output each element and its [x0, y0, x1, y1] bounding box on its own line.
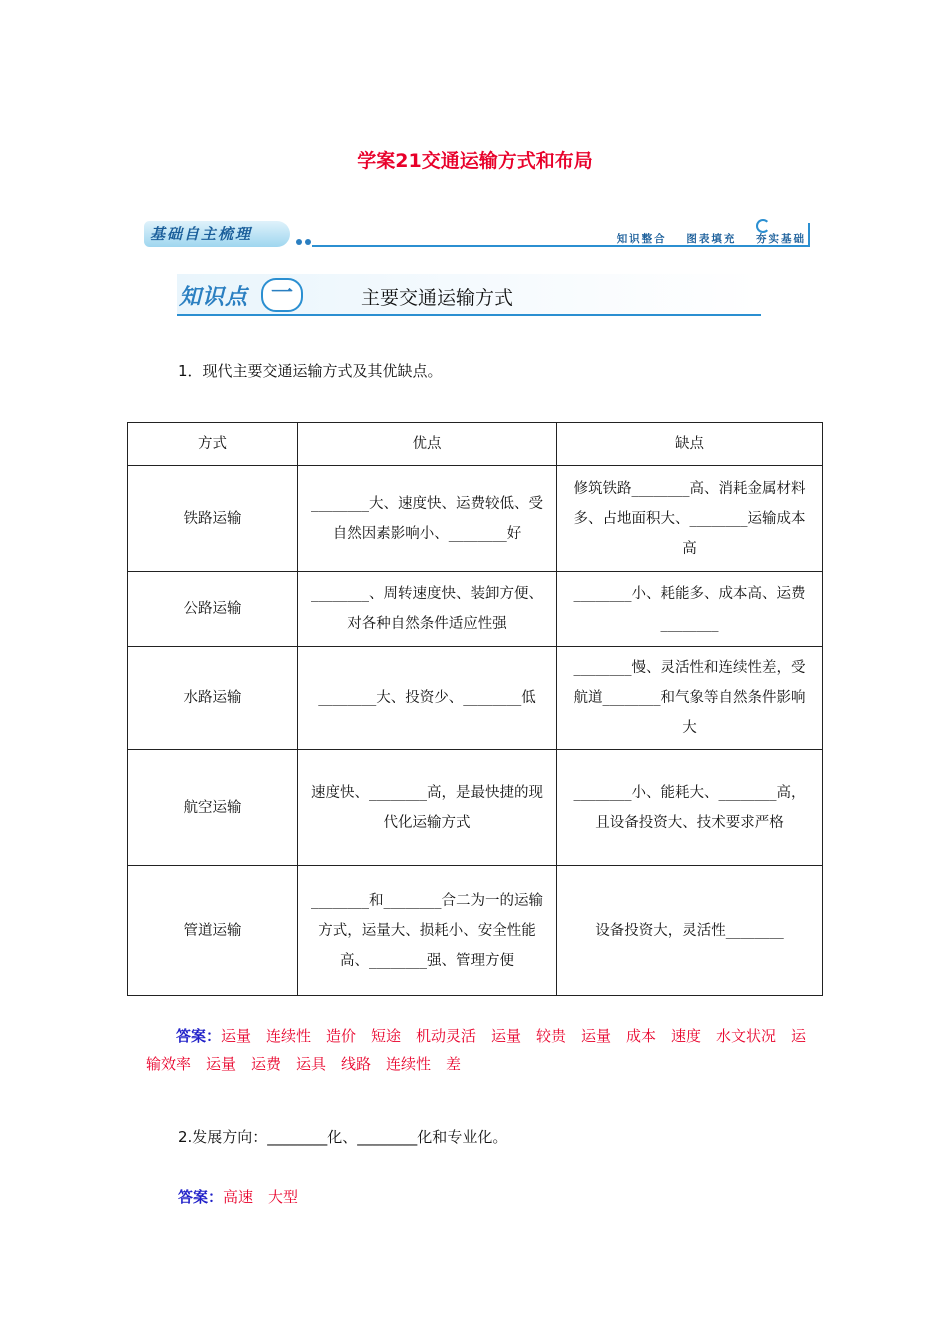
section-banner — [144, 219, 812, 249]
banner-label: 基础自主梳理 — [144, 221, 290, 247]
header-pros: 优点 — [298, 423, 557, 466]
question-2: 2.发展方向：________化、________化和专业化。 — [178, 1128, 508, 1146]
cell-cons: ________慢、灵活性和连续性差，受航道________和气象等自然条件影响大 — [557, 647, 823, 750]
answer-1 — [146, 1022, 810, 1078]
answer-text: 运量 连续性 造价 短途 机动灵活 运量 较贵 运量 成本 速度 水文状况 运输效率 运量 运费 运具 线路 连续性 差 — [146, 1027, 807, 1073]
cell-mode: 公路运输 — [128, 572, 298, 647]
banner-divider — [808, 223, 810, 247]
answer-label: 答案： — [176, 1027, 222, 1045]
question-1: 1．现代主要交通运输方式及其优缺点。 — [178, 362, 443, 380]
cell-mode: 航空运输 — [128, 750, 298, 866]
transport-table — [127, 422, 823, 996]
cell-pros: ________和________合二为一的运输方式，运量大、损耗小、安全性能高、________强、管理方便 — [298, 866, 557, 996]
cell-mode: 水路运输 — [128, 647, 298, 750]
cell-mode: 铁路运输 — [128, 466, 298, 572]
cell-cons: 设备投资大，灵活性________ — [557, 866, 823, 996]
table-row — [128, 572, 823, 647]
header-cons: 缺点 — [557, 423, 823, 466]
table-row — [128, 750, 823, 866]
cell-pros: ________大、速度快、运费较低、受自然因素影响小、________好 — [298, 466, 557, 572]
banner-tag: 图表填充 — [686, 233, 737, 245]
banner-tag: 知识整合 — [616, 233, 667, 245]
cell-cons: ________小、能耗大、________高，且设备投资大、技术要求严格 — [557, 750, 823, 866]
knowledge-point-number: 一 — [261, 278, 303, 312]
answer-text: 高速 大型 — [223, 1188, 299, 1206]
knowledge-point-title: 主要交通运输方式 — [361, 287, 514, 309]
table-row — [128, 466, 823, 572]
table-header-row — [128, 423, 823, 466]
cell-cons: 修筑铁路________高、消耗金属材料多、占地面积大、________运输成本高 — [557, 466, 823, 572]
table-row — [128, 866, 823, 996]
cell-pros: ________、周转速度快、装卸方便、对各种自然条件适应性强 — [298, 572, 557, 647]
knowledge-point-label: 知识点 — [179, 285, 249, 310]
page-title: 学案21交通运输方式和布局 — [357, 150, 593, 172]
table-row — [128, 647, 823, 750]
knowledge-point-heading — [177, 274, 761, 318]
answer-2 — [178, 1183, 298, 1211]
cell-pros: 速度快、________高，是最快捷的现代化运输方式 — [298, 750, 557, 866]
cell-pros: ________大、投资少、________低 — [298, 647, 557, 750]
banner-tag: 夯实基础 — [756, 233, 806, 245]
cell-cons: ________小、耗能多、成本高、运费________ — [557, 572, 823, 647]
answer-label: 答案： — [178, 1188, 224, 1206]
header-mode: 方式 — [128, 423, 298, 466]
banner-tags — [603, 231, 806, 246]
cell-mode: 管道运输 — [128, 866, 298, 996]
